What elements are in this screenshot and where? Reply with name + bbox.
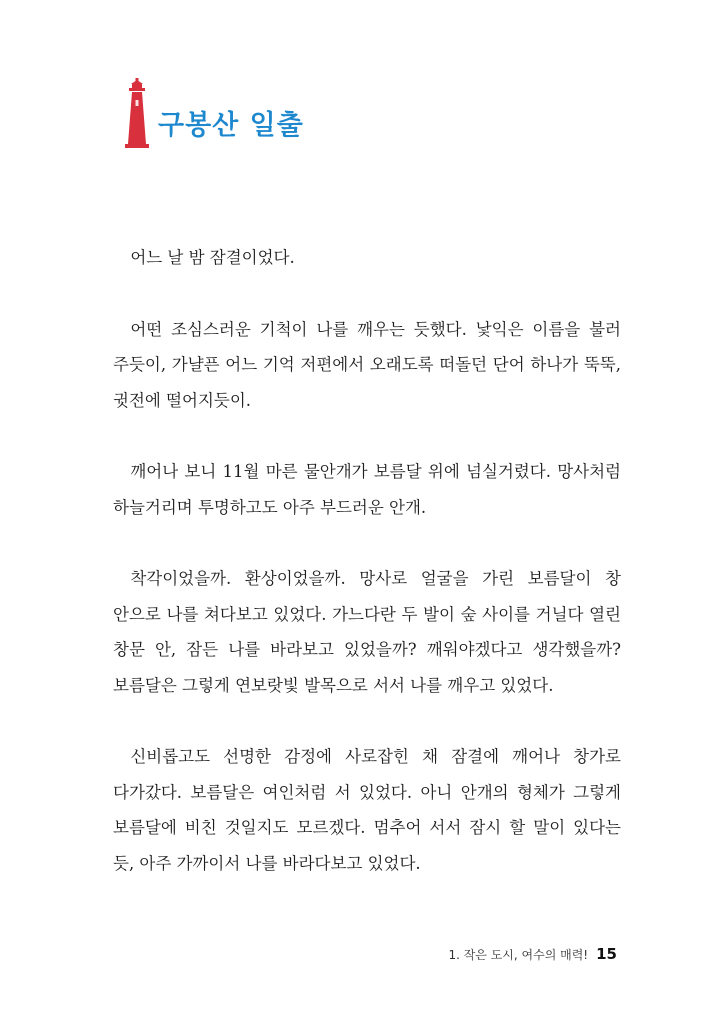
lighthouse-icon (124, 78, 150, 148)
page-footer (448, 945, 617, 963)
paragraph: 착각이었을까. 환상이었을까. 망사로 얼굴을 가린 보름달이 창 안으로 나를 쳐다보고 있었다. 가느다란 두 발이 숲 사이를 거닐다 열린 창문 안, 잠든 나를 바라보고 있었을까? 깨워야겠다고 생각했을까? 보름달은 그렇게 연보랏빛 발목으로 서서 나를 깨우고 있었다. (113, 569, 621, 695)
paragraph: 신비롭고도 선명한 감정에 사로잡힌 채 잠결에 깨어나 창가로 다가갔다. 보름달은 여인처럼 서 있었다. 아니 안개의 형체가 그렇게 보름달에 비친 것일지도 모르겠다. 멈추어 서서 잠시 할 말이 있다는 듯, 아주 가까이서 나를 바라다보고 있었다. (113, 747, 621, 873)
footer-chapter-label: 1. 작은 도시, 여수의 매력! (448, 948, 589, 962)
page-number: 15 (596, 945, 617, 963)
paragraph: 어느 날 밤 잠결이었다. (130, 248, 295, 267)
chapter-title: 구봉산 일출 (158, 110, 304, 141)
body-text (113, 240, 621, 917)
paragraph: 깨어나 보니 11월 마른 물안개가 보름달 위에 넘실거렸다. 망사처럼 하늘거리며 투명하고도 아주 부드러운 안개. (113, 462, 621, 517)
paragraph: 어떤 조심스러운 기척이 나를 깨우는 듯했다. 낯익은 이름을 불러 주듯이, 가냘픈 어느 기억 저편에서 오래도록 떠돌던 단어 하나가 뚝뚝, 귓전에 떨어지듯이. (113, 319, 621, 410)
